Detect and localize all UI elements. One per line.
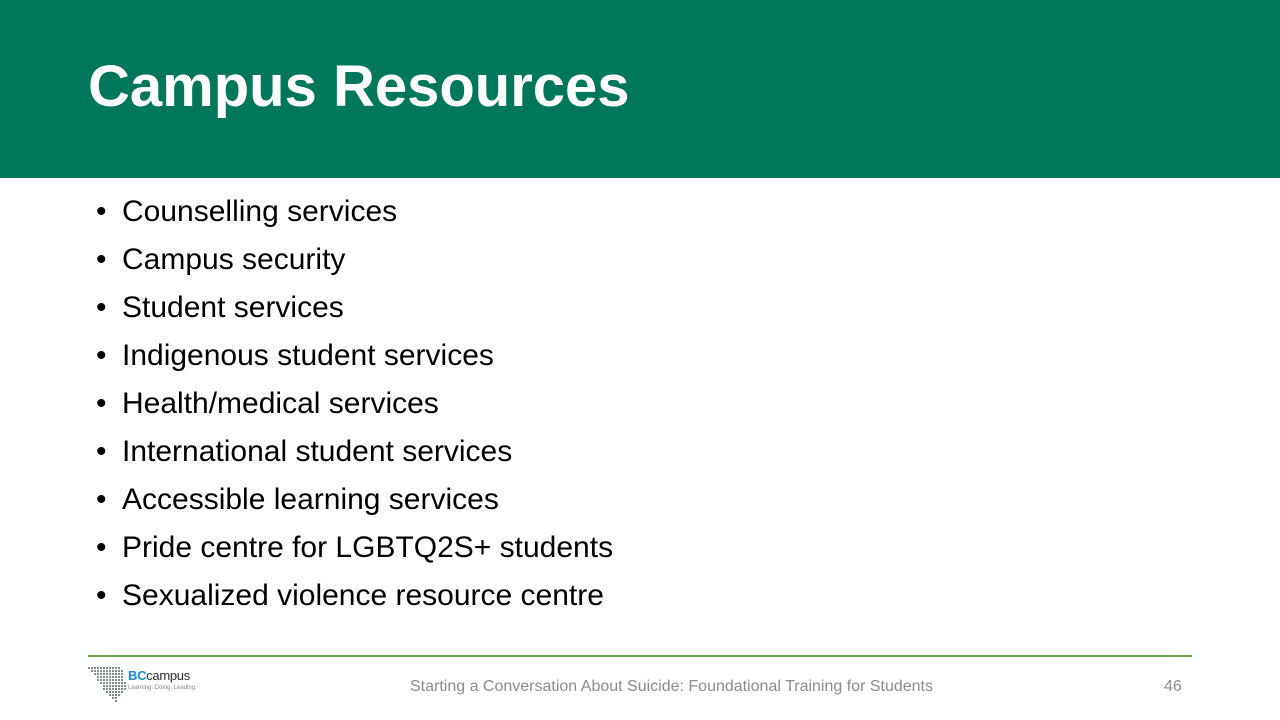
title-banner [0, 0, 1280, 178]
bullet-glyph: • [96, 483, 107, 516]
bullet-glyph: • [96, 339, 107, 372]
bullet-item [96, 332, 613, 380]
bc-map-icon [88, 666, 128, 706]
page-number: 46 [1164, 678, 1182, 695]
bullet-item [96, 236, 613, 284]
logo-campus: campus [146, 668, 190, 683]
bullet-list [96, 188, 613, 620]
footer-divider [88, 655, 1192, 657]
bullet-glyph: • [96, 243, 107, 276]
bullet-glyph: • [96, 195, 107, 228]
bullet-item [96, 572, 613, 620]
bullet-item [96, 284, 613, 332]
footer-text: Starting a Conversation About Suicide: Foundational Training for Students [410, 678, 933, 695]
bullet-item [96, 188, 613, 236]
slide-title: Campus Resources [88, 54, 630, 119]
bullet-item [96, 476, 613, 524]
bullet-glyph: • [96, 531, 107, 564]
bullet-glyph: • [96, 387, 107, 420]
bullet-text: Campus security [122, 243, 346, 276]
bullet-glyph: • [96, 579, 107, 612]
bullet-item [96, 524, 613, 572]
bullet-text: Counselling services [122, 195, 398, 228]
bullet-text: Accessible learning services [122, 483, 499, 516]
bullet-glyph: • [96, 435, 107, 468]
bullet-text: Student services [122, 291, 344, 324]
bullet-item [96, 380, 613, 428]
logo-tagline: Learning. Doing. Leading. [128, 685, 197, 691]
bullet-text: Sexualized violence resource centre [122, 579, 604, 612]
bullet-text: International student services [122, 435, 513, 468]
bullet-item [96, 428, 613, 476]
bullet-glyph: • [96, 291, 107, 324]
logo-wordmark [128, 668, 190, 683]
logo-bc: BC [128, 668, 147, 683]
bullet-text: Health/medical services [122, 387, 439, 420]
bullet-text: Indigenous student services [122, 339, 494, 372]
bullet-text: Pride centre for LGBTQ2S+ students [122, 531, 614, 564]
bccampus-logo [88, 666, 198, 706]
